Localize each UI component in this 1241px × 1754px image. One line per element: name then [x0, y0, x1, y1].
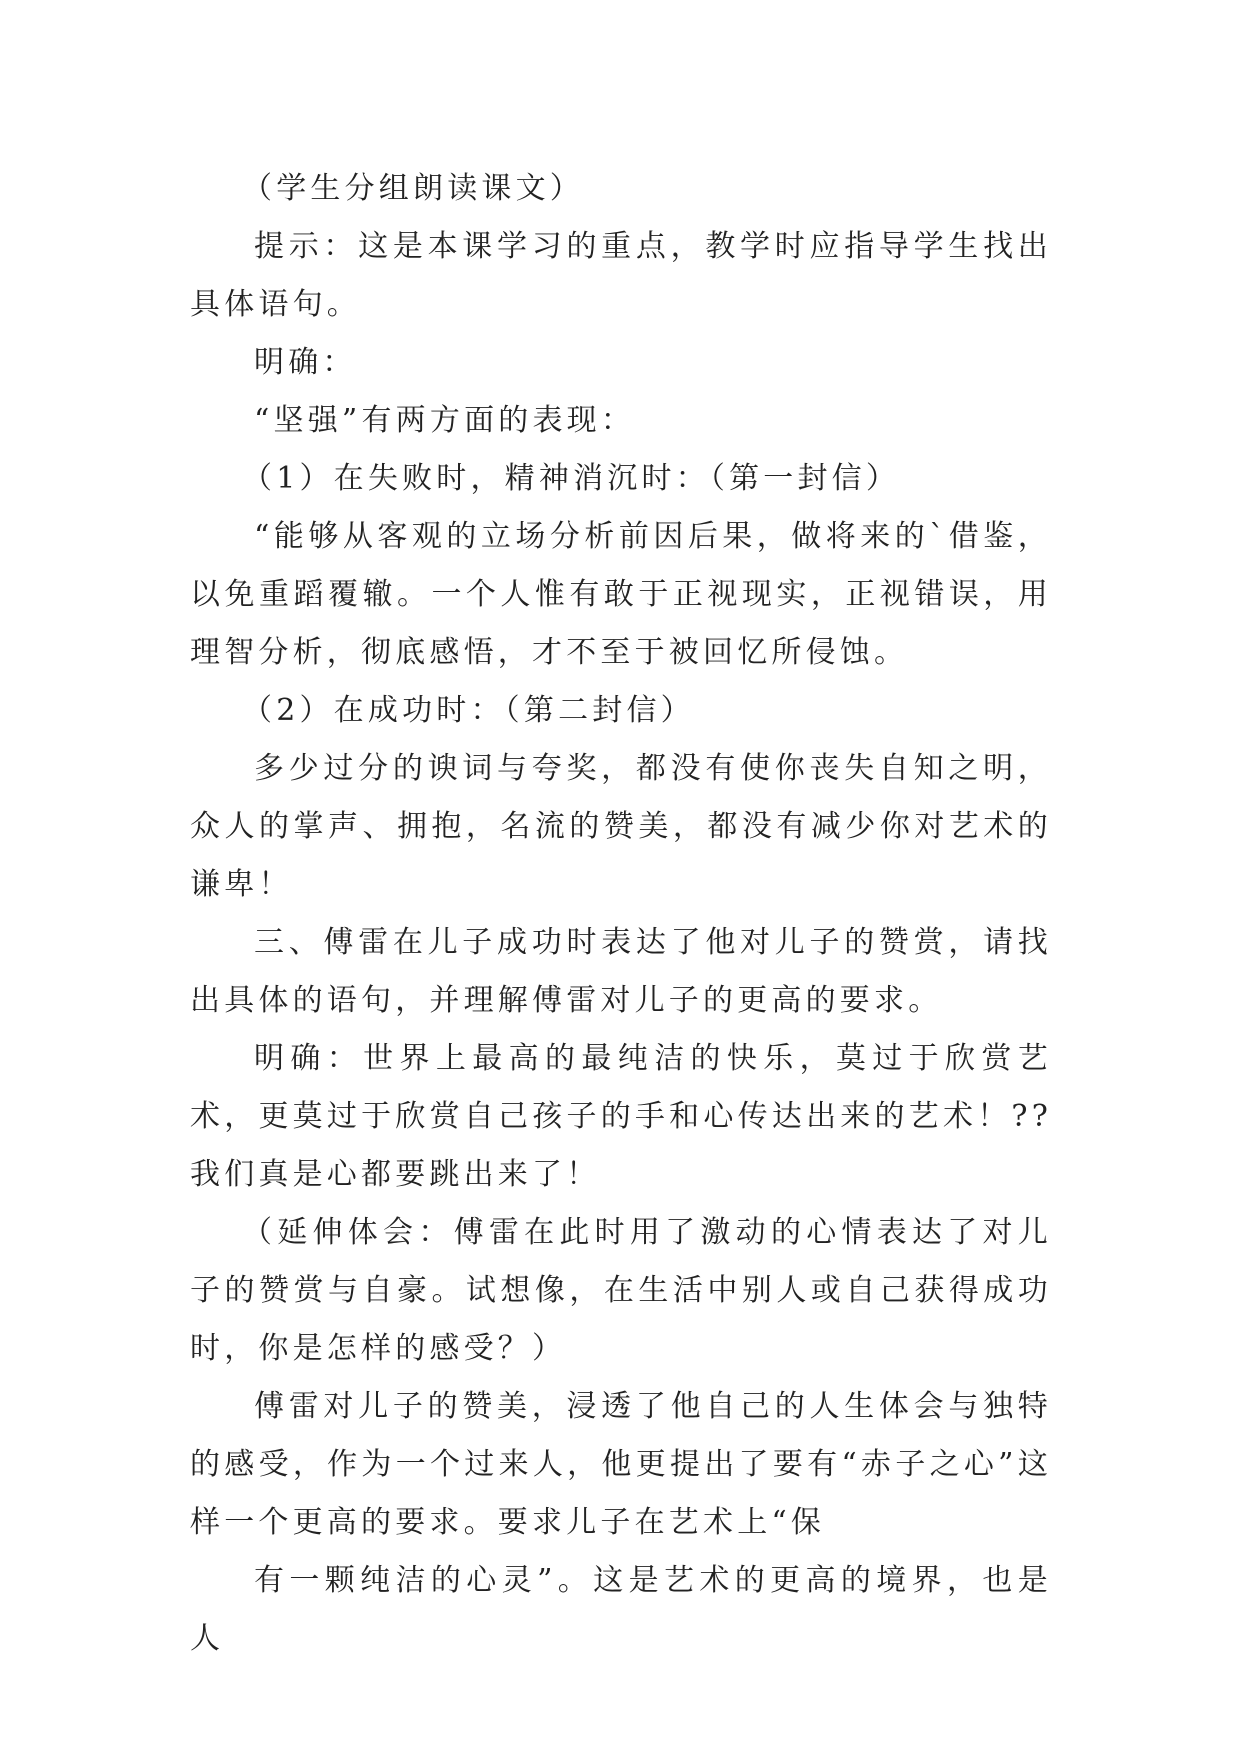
paragraph-group-reading: （学生分组朗读课文） — [242, 171, 584, 206]
paragraph-quote-1: “能够从客观的立场分析前因后果，做将来的`借鉴，以免重蹈覆辙。一个人惟有敢于正视现实，正视错误，用理智分析，彻底感悟，才不至于被回忆所侵蚀。 — [190, 519, 1052, 670]
document-body — [190, 160, 1052, 1668]
paragraph-hint: 提示：这是本课学习的重点，教学时应指导学生找出具体语句。 — [190, 229, 1052, 322]
paragraph-question-3: 三、傅雷在儿子成功时表达了他对儿子的赞赏，请找出具体的语句，并理解傅雷对儿子的更高的要求。 — [190, 925, 1052, 1018]
paragraph-point-1: （1）在失败时，精神消沉时：（第一封信） — [242, 461, 901, 496]
paragraph-continuation: 有一颗纯洁的心灵”。这是艺术的更高的境界，也是人 — [190, 1563, 1052, 1656]
paragraph-clarify-label: 明确： — [254, 345, 357, 380]
paragraph-quote-2: 多少过分的谀词与夸奖，都没有使你丧失自知之明，众人的掌声、拥抱，名流的赞美，都没有减少你对艺术的谦卑！ — [190, 751, 1052, 902]
paragraph-extension: （延伸体会：傅雷在此时用了激动的心情表达了对儿子的赞赏与自豪。试想像，在生活中别人或自己获得成功时，你是怎样的感受？） — [190, 1215, 1052, 1366]
paragraph-point-2: （2）在成功时：（第二封信） — [242, 693, 695, 728]
paragraph-strength-aspects: “坚强”有两方面的表现： — [254, 403, 636, 438]
paragraph-clarify-3: 明确：世界上最高的最纯洁的快乐，莫过于欣赏艺术，更莫过于欣赏自己孩子的手和心传达出来的艺术！??我们真是心都要跳出来了！ — [190, 1041, 1052, 1192]
paragraph-praise: 傅雷对儿子的赞美，浸透了他自己的人生体会与独特的感受，作为一个过来人，他更提出了要有“赤子之心”这样一个更高的要求。要求儿子在艺术上“保 — [190, 1389, 1052, 1540]
